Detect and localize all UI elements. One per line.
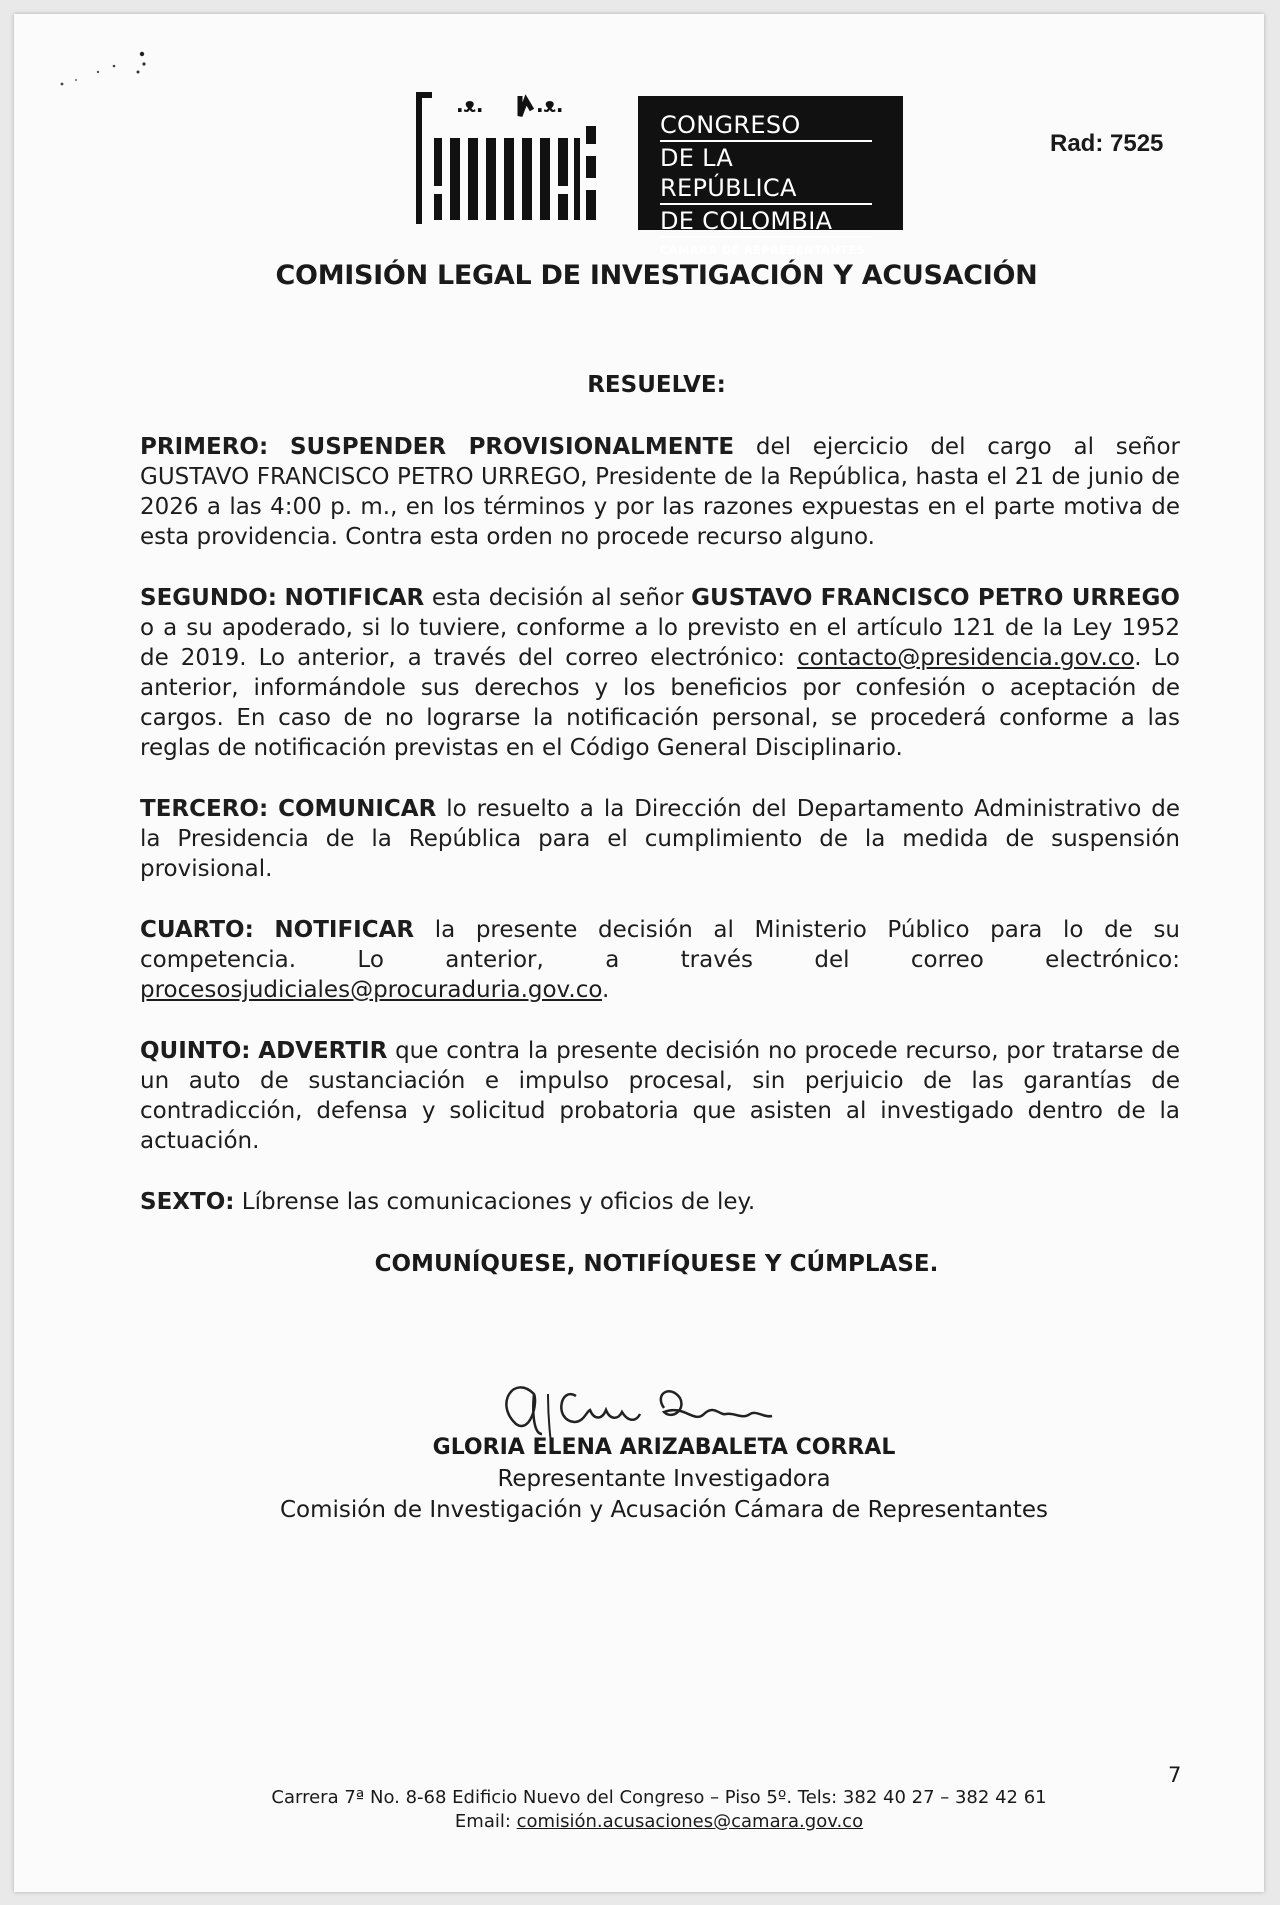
quinto-label: QUINTO: [140,1038,251,1064]
logo-line-congreso: CONGRESO [660,110,872,142]
segundo-label: SEGUNDO: [140,585,277,611]
segundo-text-2: o a su apoderado, si lo tuviere, conforme a lo previsto en el artículo 121 de la Ley 1952 de 2019. Lo anterior, a través del correo electrónico: [140,615,1180,671]
sexto-text: Líbrense las comunicaciones y oficios de ley. [234,1189,756,1215]
logo-line-colombia: DE COLOMBIA [660,206,872,238]
cuarto-label: CUARTO: [140,917,254,943]
cuarto-action: NOTIFICAR [274,917,415,943]
tercero-text: lo resuelto a la Dirección del Departamento Administrativo de la Presidencia de la República para el cumplimiento de la medida de suspensión provisional. [140,796,1180,882]
resolution-body [140,432,1180,1248]
paragraph-tercero [140,794,1180,884]
congress-logo-text-box [638,96,903,257]
signer-role: Representante Investigadora [497,1466,831,1492]
footer-email-line [134,1811,1184,1832]
presidencia-email-link[interactable]: contacto@presidencia.gov.co [797,645,1135,671]
tercero-label: TERCERO: [140,796,269,822]
closing-formula: COMUNÍQUESE, NOTIFÍQUESE Y CÚMPLASE. [374,1251,939,1277]
tercero-action: COMUNICAR [278,796,437,822]
primero-text: del ejercicio del cargo al señor GUSTAVO FRANCISCO PETRO URREGO, Presidente de la República, hasta el 21 de junio de 2026 a las 4:00 p. m., en los términos y por las razones expuestas en el parte motiva de esta providencia. Contra esta orden no procede recurso alguno. [140,434,1180,550]
document-page [14,14,1264,1892]
footer-email-link[interactable]: comisión.acusaciones@camara.gov.co [516,1811,864,1832]
scan-specks [54,42,154,92]
logo-line-camara: CÁMARA DE REPRESENTANTES [660,243,866,257]
segundo-action: NOTIFICAR [284,585,425,611]
capitol-columns-logo-graphic [416,86,634,226]
primero-action: SUSPENDER PROVISIONALMENTE [289,434,735,460]
footer-email-label: Email: [454,1811,517,1832]
quinto-action: ADVERTIR [258,1038,388,1064]
signer-organization: Comisión de Investigación y Acusación Cámara de Representantes [280,1497,1048,1523]
page-number: 7 [1168,1763,1182,1787]
radicado-number: Rad: 7525 [1050,130,1164,157]
cuarto-end: . [602,977,610,1003]
cuarto-text: la presente decisión al Ministerio Público para lo de su competencia. Lo anterior, a través del correo electrónico: [140,917,1180,973]
paragraph-cuarto [140,915,1180,1005]
quinto-text: que contra la presente decisión no procede recurso, por tratarse de un auto de sustanciación e impulso procesal, sin perjuicio de las garantías de contradicción, defensa y solicitud probatoria que asisten al investigado dentro de la actuación. [140,1038,1181,1154]
segundo-text-3: . Lo anterior, informándole sus derechos y los beneficios por confesión o aceptación de cargos. En caso de no lograrse la notificación personal, se procederá conforme a las reglas de notificación previstas en el Código General Disciplinario. [140,645,1180,761]
sexto-label: SEXTO: [140,1189,235,1215]
segundo-name: GUSTAVO FRANCISCO PETRO URREGO [691,585,1180,611]
svg-text:.ᴥ.: .ᴥ. [536,93,564,117]
primero-label: PRIMERO: [140,434,269,460]
resuelve-heading: RESUELVE: [587,372,726,398]
document-heading: COMISIÓN LEGAL DE INVESTIGACIÓN Y ACUSACIÓN [275,260,1038,291]
paragraph-segundo [140,583,1180,763]
paragraph-sexto [140,1187,1180,1217]
procuraduria-email-link[interactable]: procesosjudiciales@procuraduria.gov.co [140,977,603,1003]
svg-text:.ᴥ.: .ᴥ. [456,93,484,117]
signer-name: GLORIA ELENA ARIZABALETA CORRAL [432,1435,896,1460]
handwritten-signature [494,1364,834,1444]
logo-line-republica: DE LA REPÚBLICA [660,143,872,205]
footer-address: Carrera 7ª No. 8-68 Edificio Nuevo del Congreso – Piso 5º. Tels: 382 40 27 – 382 42 61 [271,1787,1047,1808]
paragraph-quinto [140,1036,1180,1156]
segundo-text-1: esta decisión al señor [424,585,692,611]
paragraph-primero [140,432,1180,552]
